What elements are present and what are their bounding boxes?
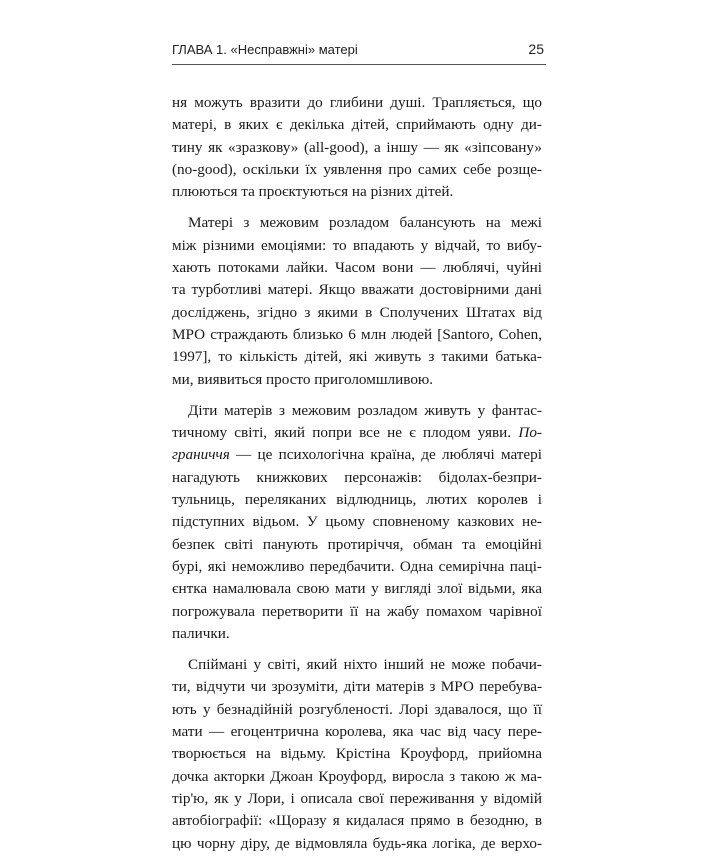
text-line: цю чорну діру, де відмовляла будь-яка логіка, де верхо-	[172, 834, 542, 852]
text-line: автобіографії: «Щоразу я кидалася прямо в безодню, в	[172, 812, 542, 830]
text-line: МРО страждають близько 6 млн людей [Santoro, Cohen,	[172, 325, 542, 343]
text-line: тульниць, переляканих відлюдниць, лютих королев і	[172, 491, 542, 509]
text-line: тичному світі, який попри все не є плодом уяви. По-	[172, 424, 542, 442]
text-line: матері, в яких є декілька дітей, сприймають одну ди-	[172, 116, 542, 134]
text-line: тір'ю, як у Лори, і описала свої переживання у відомій	[172, 789, 542, 807]
text-line: Спіймані у світі, який ніхто інший не може побачи-	[188, 656, 542, 674]
text-line: хають потоками лайки. Часом вони — люблячі, чуйні	[172, 259, 542, 277]
text-line: дочка акторки Джоан Кроуфорд, виросла з такою ж ма-	[172, 767, 542, 785]
text-line: 1997], то кількість дітей, які живуть з такими батька-	[172, 348, 542, 366]
text-line: творюється на відьму. Крістіна Кроуфорд, прийомна	[172, 745, 542, 763]
paragraph	[172, 92, 542, 203]
text-line: ють у безнадійній розгубленості. Лорі здавалося, що її	[172, 700, 542, 718]
text-line: плюються та проєктуються на різних дітей.	[172, 183, 454, 201]
page-number: 25	[528, 41, 544, 57]
text-line: Матері з межовим розладом балансують на межі	[188, 214, 542, 232]
text-line: між різними емоціями: то впадають у відчай, то вибу-	[172, 236, 542, 254]
body-text	[172, 92, 542, 864]
running-header	[172, 40, 546, 65]
text-line: Діти матерів з межовим розладом живуть у фантас-	[188, 401, 542, 419]
text-line: єнтка намалювала свою мати у вигляді злої відьми, яка	[172, 580, 542, 598]
text-line: досліджень, згідно з якими в Сполучених Штатах від	[172, 303, 542, 321]
text-line: погрожувала перетворити її на жабу помахом чарівної	[172, 602, 542, 620]
text-line: мати — егоцентрична королева, яка час від часу пере-	[172, 723, 542, 741]
text-line: (no-good), оскільки їх уявлення про самих себе розще-	[172, 160, 542, 178]
text-line: ти, відчути чи зрозуміти, діти матерів з МРО перебува-	[172, 678, 542, 696]
text-line: палички.	[172, 624, 230, 642]
text-line: ня можуть вразити до глибини душі. Трапляється, що	[172, 94, 542, 111]
paragraph	[172, 400, 542, 645]
text-line: граниччя — це психологічна країна, де люблячі матері	[172, 446, 542, 464]
text-line: тину як «зразкову» (all-good), а іншу — як «зіпсовану»	[172, 138, 542, 156]
text-line: та турботливі матері. Якщо вважати достовірними дані	[172, 281, 542, 299]
text-line: бурі, які неможливо передбачити. Одна семирічна паці-	[172, 557, 542, 575]
text-line: ми, виявиться просто приголомшливою.	[172, 370, 434, 388]
text-line: нагадують книжкових персонажів: бідолах-безпри-	[172, 468, 542, 486]
text-line: безпек світі панують протиріччя, обман та емоційні	[172, 535, 542, 553]
text-line: підступних відьом. У цьому сповненому казкових не-	[172, 513, 542, 531]
running-title: ГЛАВА 1. «Несправжні» матері	[172, 42, 358, 57]
paragraph	[172, 654, 542, 855]
paragraph	[172, 212, 542, 390]
